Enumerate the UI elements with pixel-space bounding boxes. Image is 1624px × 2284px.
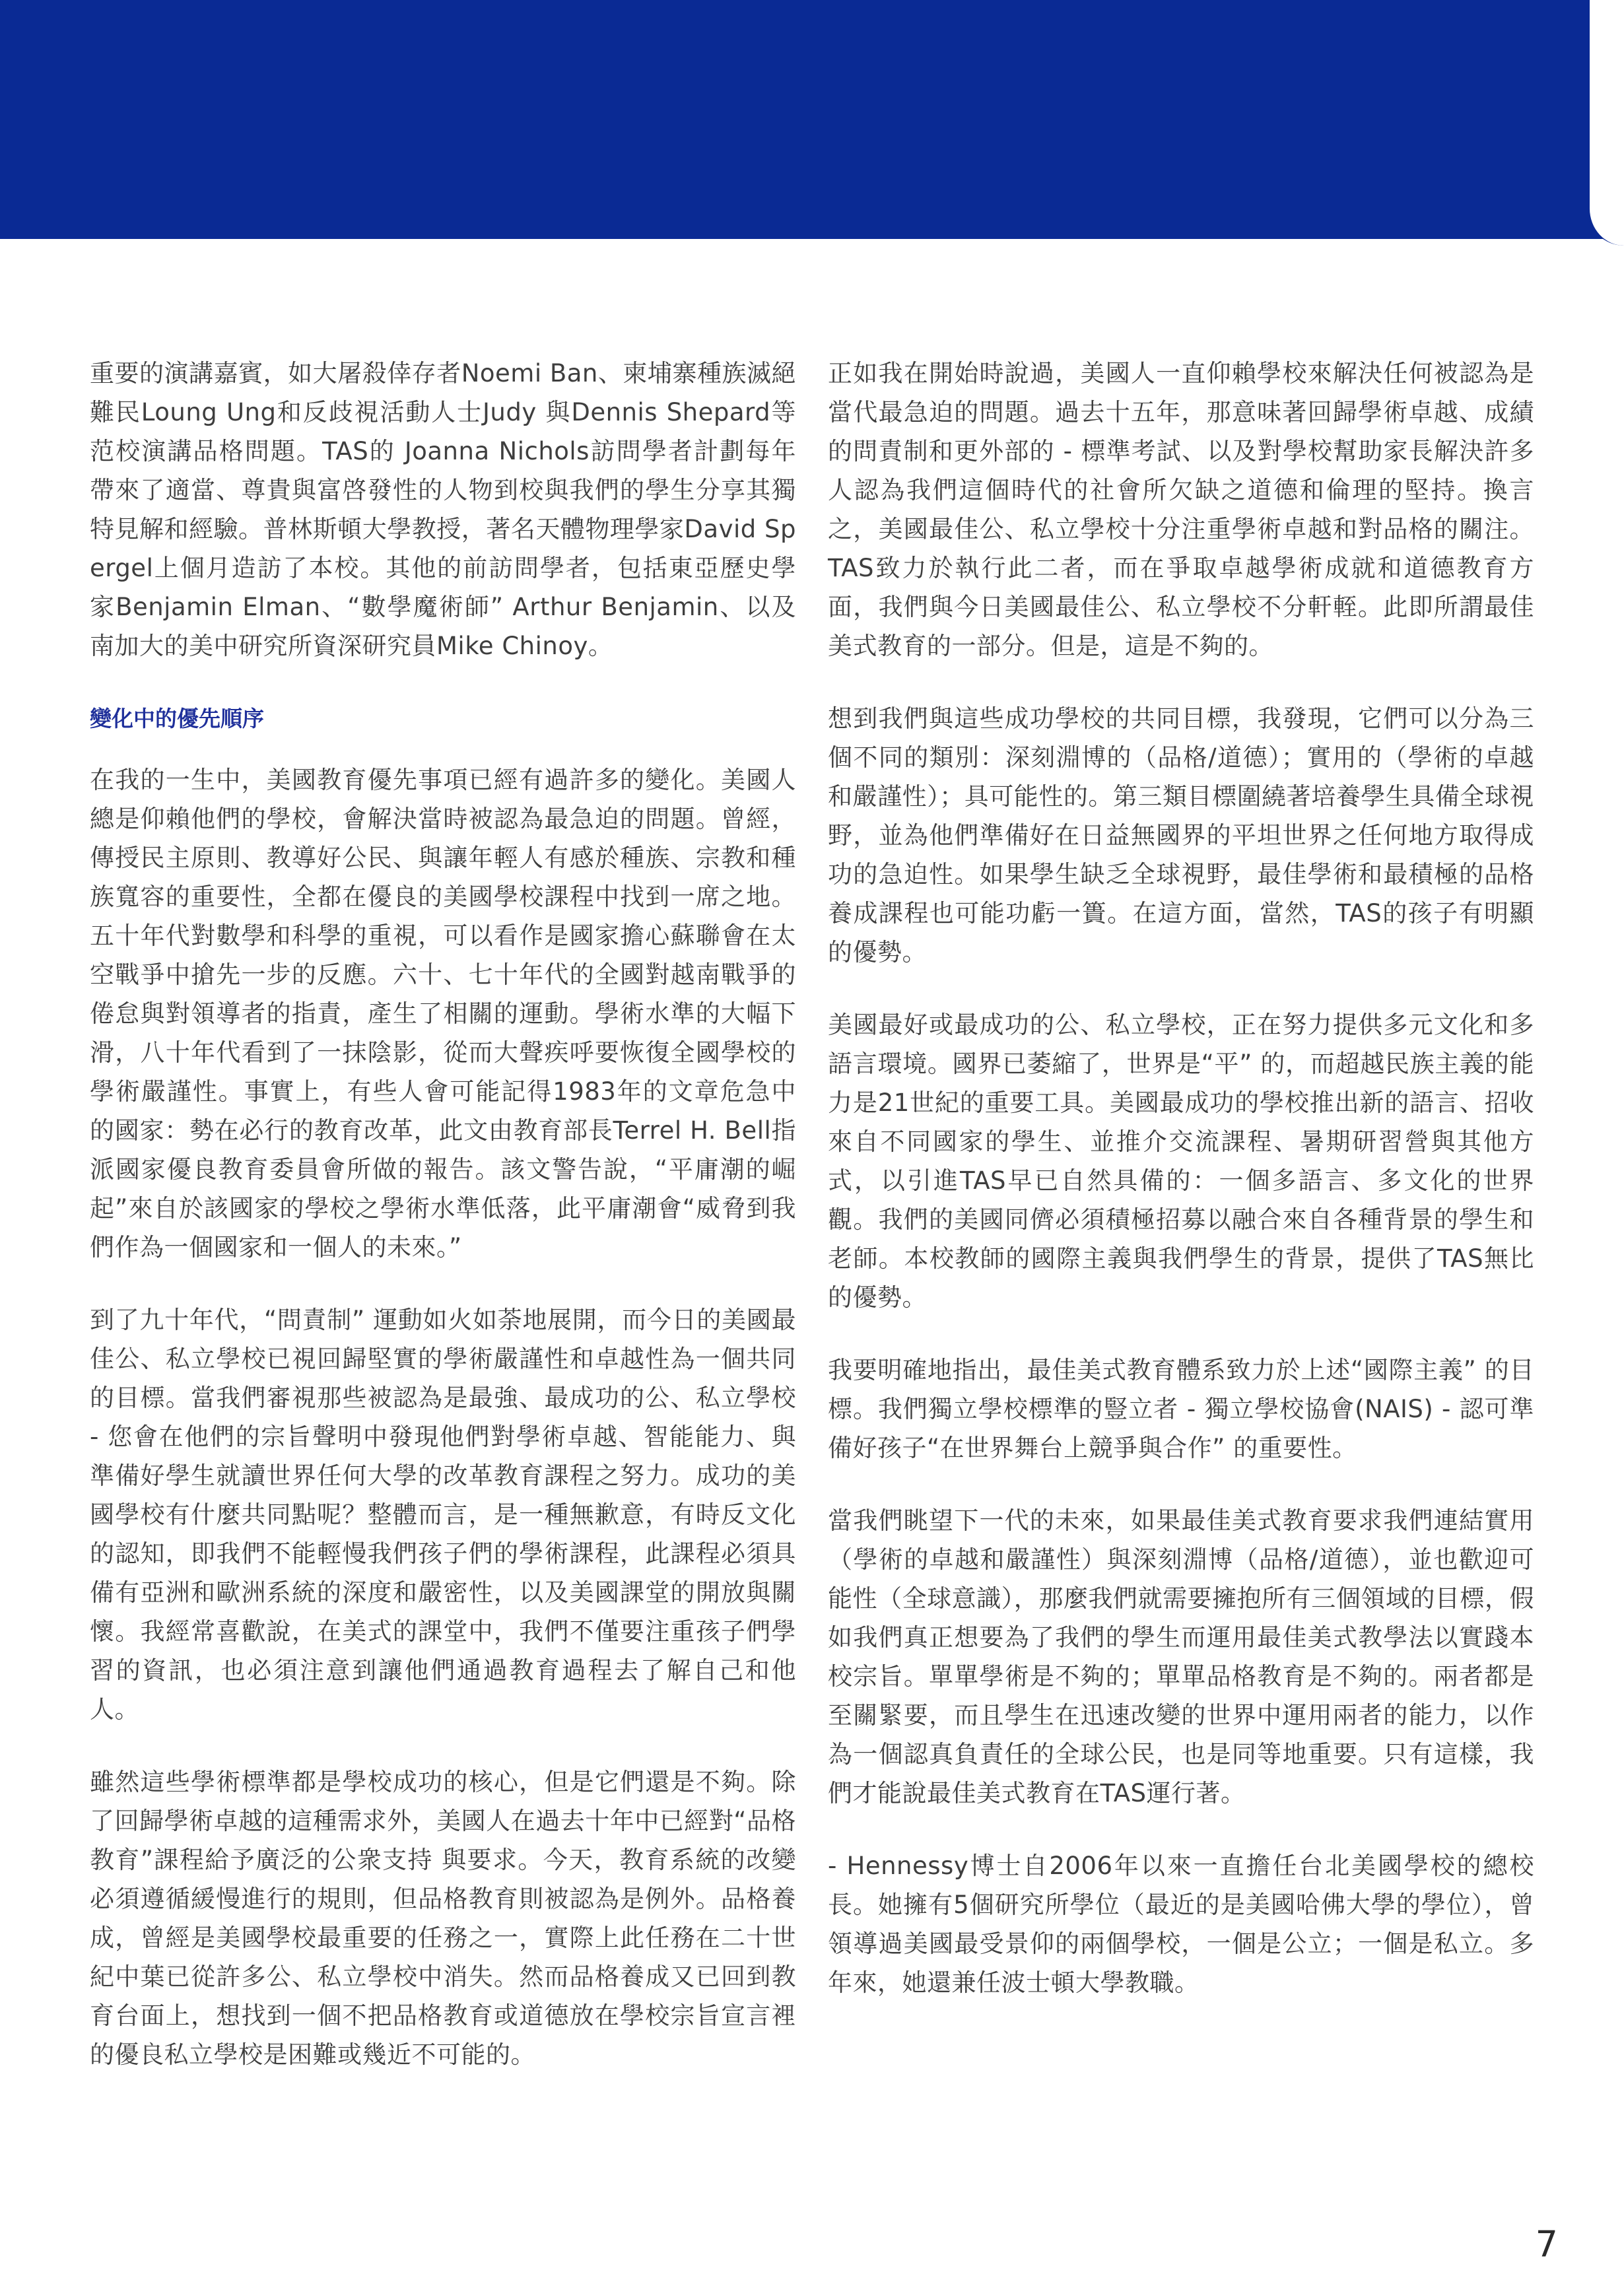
left-column xyxy=(90,354,796,2108)
right-paragraph-2: 想到我們與這些成功學校的共同目標，我發現，它們可以分為三個不同的類別：深刻淵博的（品格/道德）；實用的（學術的卓越和嚴謹性）；具可能性的。第三類目標圍繞著培養學生具備全球視野，並為他們準備好在日益無國界的平坦世界之任何地方取得成功的急迫性。如果學生缺乏全球視野，最佳學術和最積極的品格養成課程也可能功虧一簣。在這方面，當然，TAS的孩子有明顯的優勢。 xyxy=(828,704,1534,966)
left-paragraph-3: 到了九十年代，“問責制” 運動如火如荼地展開，而今日的美國最佳公、私立學校已視回歸堅實的學術嚴謹性和卓越性為一個共同的目標。當我們審視那些被認為是最強、最成功的公、私立學校 - 您會在他們的宗旨聲明中發現他們對學術卓越、智能能力、與準備好學生就讀世界任何大學的改革教育課程之努力。成功的美國學校有什麼共同點呢？整體而言，是一種無歉意，有時反文化的認知，即我們不能輕慢我們孩子們的學術課程，此課程必須具備有亞洲和歐洲系統的深度和嚴密性，以及美國課堂的開放與關懷。我經常喜歡說，在美式的課堂中，我們不僅要注重孩子們學習的資訊，也必須注意到讓他們通過教育過程去了解自己和他人。 xyxy=(90,1306,796,1724)
right-paragraph-1: 正如我在開始時說過，美國人一直仰賴學校來解決任何被認為是當代最急迫的問題。過去十五年，那意味著回歸學術卓越、成績的問責制和更外部的 - 標準考試、以及對學校幫助家長解決許多人認為我們這個時代的社會所欠缺之道德和倫理的堅持。換言之，美國最佳公、私立學校十分注重學術卓越和對品格的關注。TAS致力於執行此二者，而在爭取卓越學術成就和道德教育方面，我們與今日美國最佳公、私立學校不分軒輊。此即所謂最佳美式教育的一部分。但是，這是不夠的。 xyxy=(828,359,1534,660)
left-paragraph-1: 重要的演講嘉賓，如大屠殺倖存者Noemi Ban、柬埔寨種族滅絕難民Loung Ung和反歧視活動人士Judy 與Dennis Shepard等范校演講品格問題。TAS的 Joanna Nichols訪問學者計劃每年帶來了適當、尊貴與富啓發性的人物到校與我們的學生分享其獨特見解和經驗。普林斯頓大學教授，著名天體物理學家David Spergel上個月造訪了本校。其他的前訪問學者，包括東亞歷史學家Benjamin Elman、“數學魔術師” Arthur Benjamin、以及南加大的美中研究所資深研究員Mike Chinoy。 xyxy=(90,359,796,660)
author-bio: - Hennessy博士自2006年以來一直擔任台北美國學校的總校長。她擁有5個研究所學位（最近的是美國哈佛大學的學位），曾領導過美國最受景仰的兩個學校，一個是公立；一個是私立。多年來，她還兼任波士頓大學教職。 xyxy=(828,1852,1534,1997)
page-edge-curve xyxy=(1587,0,1624,246)
top-color-band xyxy=(0,0,1624,239)
section-heading: 變化中的優先順序 xyxy=(90,706,264,731)
right-paragraph-4: 我要明確地指出，最佳美式教育體系致力於上述“國際主義” 的目標。我們獨立學校標準的豎立者 - 獨立學校協會(NAIS) - 認可準備好孩子“在世界舞台上競爭與合作” 的重要性。 xyxy=(828,1356,1534,1462)
page-number: 7 xyxy=(1535,2223,1558,2265)
right-column xyxy=(828,354,1534,2036)
right-paragraph-3: 美國最好或最成功的公、私立學校，正在努力提供多元文化和多語言環境。國界已萎縮了，世界是“平” 的，而超越民族主義的能力是21世紀的重要工具。美國最成功的學校推出新的語言、招收來自不同國家的學生、並推介交流課程、暑期研習營與其他方式，以引進TAS早已自然具備的：一個多語言、多文化的世界觀。我們的美國同儕必須積極招募以融合來自各種背景的學生和老師。本校教師的國際主義與我們學生的背景，提供了TAS無比的優勢。 xyxy=(828,1011,1534,1312)
right-paragraph-5: 當我們眺望下一代的未來，如果最佳美式教育要求我們連結實用（學術的卓越和嚴謹性）與深刻淵博（品格/道德），並也歡迎可能性（全球意識），那麼我們就需要擁抱所有三個領域的目標，假如我們真正想要為了我們的學生而運用最佳美式教學法以實踐本校宗旨。單單學術是不夠的；單單品格教育是不夠的。兩者都是至關緊要，而且學生在迅速改變的世界中運用兩者的能力，以作為一個認真負責任的全球公民，也是同等地重要。只有這樣，我們才能說最佳美式教育在TAS運行著。 xyxy=(828,1506,1534,1807)
left-paragraph-4: 雖然這些學術標準都是學校成功的核心，但是它們還是不夠。除了回歸學術卓越的這種需求外，美國人在過去十年中已經對“品格教育”課程給予廣泛的公衆支持 與要求。今天，教育系統的改變必須遵循緩慢進行的規則，但品格教育則被認為是例外。品格養成，曾經是美國學校最重要的任務之一，實際上此任務在二十世紀中葉已從許多公、私立學校中消失。然而品格養成又已回到教育台面上，想找到一個不把品格教育或道德放在學校宗旨宣言裡的優良私立學校是困難或幾近不可能的。 xyxy=(90,1768,796,2069)
left-paragraph-2: 在我的一生中，美國教育優先事項已經有過許多的變化。美國人總是仰賴他們的學校，會解決當時被認為最急迫的問題。曾經，傳授民主原則、教導好公民、與讓年輕人有感於種族、宗教和種族寬容的重要性，全都在優良的美國學校課程中找到一席之地。五十年代對數學和科學的重視，可以看作是國家擔心蘇聯會在太空戰爭中搶先一步的反應。六十、七十年代的全國對越南戰爭的倦怠與對領導者的指責，產生了相關的運動。學術水準的大幅下滑，八十年代看到了一抹陰影，從而大聲疾呼要恢復全國學校的學術嚴謹性。事實上，有些人會可能記得1983年的文章危急中的國家：勢在必行的教育改革，此文由教育部長Terrel H. Bell指派國家優良教育委員會所做的報告。該文警告說，“平庸潮的崛起”來自於該國家的學校之學術水準低落，此平庸潮會“威脅到我們作為一個國家和一個人的未來。” xyxy=(90,766,796,1261)
